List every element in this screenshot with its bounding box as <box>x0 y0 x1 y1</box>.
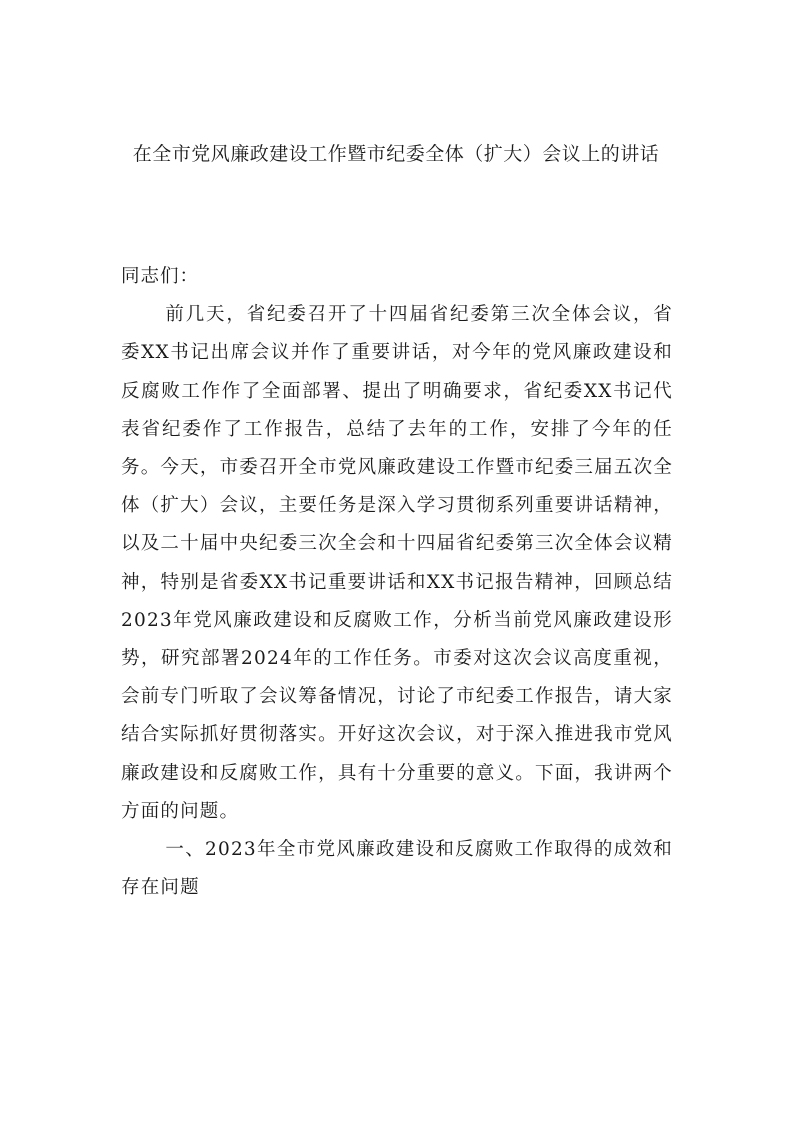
salutation: 同志们： <box>121 266 200 287</box>
opening-paragraph: 前几天，省纪委召开了十四届省纪委第三次全体会议，省委XX书记出席会议并作了重要讲话，对今年的党风廉政建设和反腐败工作作了全面部署、提出了明确要求，省纪委XX书记代表省纪委作了工作报告，总结了去年的工作，安排了今年的任务。今天，市委召开全市党风廉政建设工作暨市纪委三届五次全体（扩大）会议，主要任务是深入学习贯彻系列重要讲话精神，以及二十届中央纪委三次全会和十四届省纪委第三次全体会议精神，特别是省委XX书记重要讲话和XX书记报告精神，回顾总结2023年党风廉政建设和反腐败工作，分析当前党风廉政建设形势，研究部署2024年的工作任务。市委对这次会议高度重视，会前专门听取了会议筹备情况，讨论了市纪委工作报告，请大家结合实际抓好贯彻落实。开好这次会议，对于深入推进我市党风廉政建设和反腐败工作，具有十分重要的意义。下面，我讲两个方面的问题。 <box>121 304 673 822</box>
section-heading-1: 一、2023年全市党风廉政建设和反腐败工作取得的成效和存在问题 <box>121 839 673 899</box>
document-body <box>121 258 673 907</box>
document-title: 在全市党风廉政建设工作暨市纪委全体（扩大）会议上的讲话 <box>132 143 660 165</box>
